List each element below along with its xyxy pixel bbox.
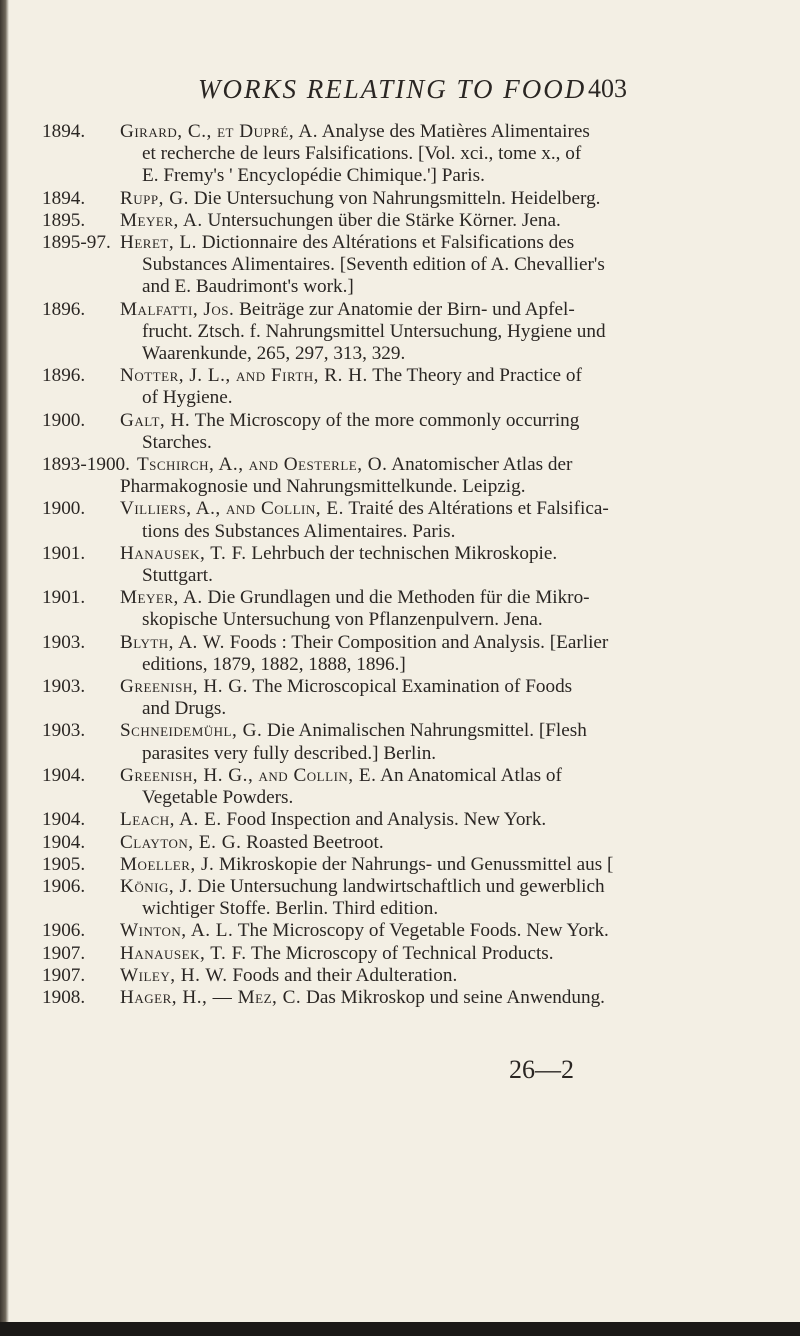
list-item: 1906. König, J. Die Untersuchung landwirtschaftlich und gewerblich wichtiger Stoffe. Berlin. Third edition.	[42, 875, 605, 920]
list-item: 1896. Notter, J. L., and Firth, R. H. The Theory and Practice of of Hygiene.	[42, 365, 582, 409]
list-item: 1901. Hanausek, T. F. Lehrbuch der technischen Mikroskopie. Stuttgart.	[42, 542, 558, 587]
list-item: 1903. Blyth, A. W. Foods : Their Composition and Analysis. [Earlier editions, 1879, 1882, 1888, 1896.]	[42, 631, 609, 675]
list-item: 1903. Greenish, H. G. The Microscopical Examination of Foods and Drugs.	[42, 676, 573, 720]
list-item: 1901. Meyer, A. Die Grundlagen und die Methoden für die Mikro- skopische Untersuchung von Pflanzenpulvern. Jena.	[42, 587, 590, 631]
list-item: 1896. Malfatti, Jos. Beiträge zur Anatomie der Birn- und Apfel- frucht. Ztsch. f. Nahrungsmittel Untersuchung, Hygiene und Waarenkunde, 265, 297, 313, 329.	[42, 298, 606, 365]
list-item: 1906. Winton, A. L. The Microscopy of Vegetable Foods. New York.	[42, 920, 609, 942]
list-item: 1907. Hanausek, T. F. The Microscopy of Technical Products.	[42, 942, 554, 964]
list-item: 1904. Clayton, E. G. Roasted Beetroot.	[42, 831, 384, 853]
list-item: 1895. Meyer, A. Untersuchungen über die Stärke Körner. Jena.	[42, 209, 561, 231]
scan-bottom-edge	[0, 1322, 800, 1336]
page-header	[0, 74, 800, 114]
signature-mark: 26—2	[509, 1055, 574, 1084]
page-edge-shadow	[0, 0, 9, 1336]
list-item: 1900. Villiers, A., and Collin, E. Traité des Altérations et Falsifica- tions des Substances Alimentaires. Paris.	[42, 498, 609, 542]
list-item: 1904. Leach, A. E. Food Inspection and Analysis. New York.	[42, 809, 547, 831]
page-number: 403	[588, 74, 627, 103]
running-title: WORKS RELATING TO FOOD	[198, 74, 587, 104]
list-item: 1905. Moeller, J. Mikroskopie der Nahrungs- und Genussmittel aus [	[42, 853, 614, 875]
list-item: 1894. Girard, C., et Dupré, A. Analyse des Matières Alimentaires et recherche de leurs Falsifications. [Vol. xci., tome x., of E. Fremy's ' Encyclopédie Chimique.'] Paris.	[42, 121, 590, 187]
list-item: 1900. Galt, H. The Microscopy of the more commonly occurring Starches.	[42, 409, 580, 453]
list-item: 1904. Greenish, H. G., and Collin, E. An Anatomical Atlas of Vegetable Powders.	[42, 764, 562, 809]
bibliography-list	[42, 121, 742, 1009]
list-item: 1907. Wiley, H. W. Foods and their Adulteration.	[42, 964, 458, 986]
list-item: 1893-1900. Tschirch, A., and Oesterle, O. Anatomischer Atlas der Pharmakognosie und Nahrungsmittelkunde. Leipzig.	[42, 454, 573, 498]
list-item: 1894. Rupp, G. Die Untersuchung von Nahrungsmitteln. Heidelberg.	[42, 187, 601, 209]
list-item: 1903. Schneidemühl, G. Die Animalischen Nahrungsmittel. [Flesh parasites very fully described.] Berlin.	[42, 720, 587, 764]
list-item: 1895-97. Heret, L. Dictionnaire des Altérations et Falsifications des Substances Alimentaires. [Seventh edition of A. Chevallier's and E. Baudrimont's work.]	[42, 232, 605, 298]
list-item: 1908. Hager, H., — Mez, C. Das Mikroskop und seine Anwendung.	[42, 986, 605, 1008]
